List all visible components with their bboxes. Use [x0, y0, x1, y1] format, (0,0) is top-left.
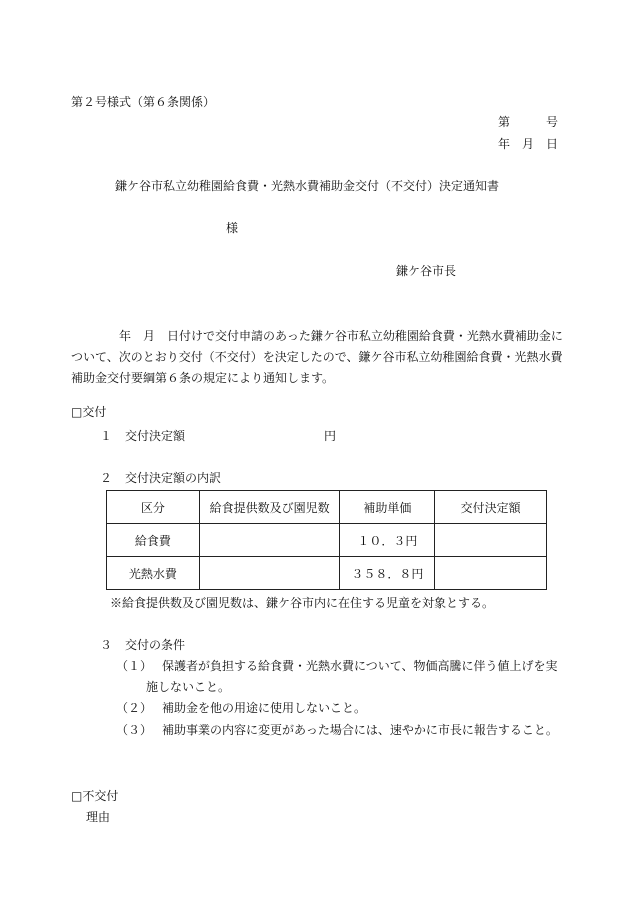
- condition-item: [116, 656, 562, 698]
- document-number: 第 号: [498, 115, 559, 129]
- table-header-cell: 区分: [107, 491, 200, 524]
- item2-number: ２: [100, 471, 113, 485]
- item1-unit: 円: [324, 429, 337, 443]
- table-cell: ３５８．８円: [340, 557, 435, 590]
- item1-number: １: [100, 429, 113, 443]
- item2-label: 交付決定額の内訳: [125, 471, 222, 485]
- condition-number: （３）: [116, 723, 153, 737]
- issuer: 鎌ケ谷市長: [396, 264, 457, 278]
- body-paragraph: [71, 326, 564, 389]
- table-note: ※給食提供数及び園児数は、鎌ケ谷市内に在住する児童を対象とする。: [110, 596, 495, 610]
- table-row: [107, 524, 547, 557]
- table-cell: 光熱水費: [107, 557, 200, 590]
- table-header-cell: 給食提供数及び園児数: [199, 491, 340, 524]
- table-row: [107, 557, 547, 590]
- table-cell: [435, 524, 547, 557]
- table-header-row: [107, 491, 547, 524]
- body-text: 年 月 日付けで交付申請のあった鎌ケ谷市私立幼稚園給食費・光熱水費補助金について、次のとおり交付（不交付）を決定したので、鎌ケ谷市私立幼稚園給食費・光熱水費補助金交付要綱第６条の規定により通知します。: [71, 329, 563, 385]
- table-cell: １０．３円: [340, 524, 435, 557]
- table-cell: [199, 524, 340, 557]
- table-cell: 給食費: [107, 524, 200, 557]
- addressee-suffix: 様: [226, 221, 239, 235]
- form-label: 第２号様式（第６条関係）: [71, 95, 216, 109]
- item3-label: 交付の条件: [125, 638, 186, 652]
- document-title: 鎌ケ谷市私立幼稚園給食費・光熱水費補助金交付（不交付）決定通知書: [115, 179, 500, 193]
- table-cell: [435, 557, 547, 590]
- condition-text: 補助事業の内容に変更があった場合には、速やかに市長に報告すること。: [162, 723, 558, 737]
- condition-text: 補助金を他の用途に使用しないこと。: [162, 701, 367, 715]
- table-header-cell: 交付決定額: [435, 491, 547, 524]
- condition-number: （１）: [116, 659, 153, 673]
- non-grant-checkbox-label: □不交付: [71, 789, 119, 803]
- reason-label: 理由: [86, 810, 111, 824]
- condition-item: [116, 698, 562, 719]
- condition-item: [116, 720, 562, 741]
- breakdown-table: [106, 490, 547, 590]
- condition-number: （２）: [116, 701, 153, 715]
- document-date: 年 月 日: [498, 137, 559, 151]
- item3-number: ３: [100, 638, 113, 652]
- table-header-cell: 補助単価: [340, 491, 435, 524]
- item1-label: 交付決定額: [125, 429, 186, 443]
- grant-checkbox-label: □交付: [71, 405, 107, 419]
- table-cell: [199, 557, 340, 590]
- condition-text: 保護者が負担する給食費・光熱水費について、物価高騰に伴う値上げを実施しないこと。: [146, 659, 558, 694]
